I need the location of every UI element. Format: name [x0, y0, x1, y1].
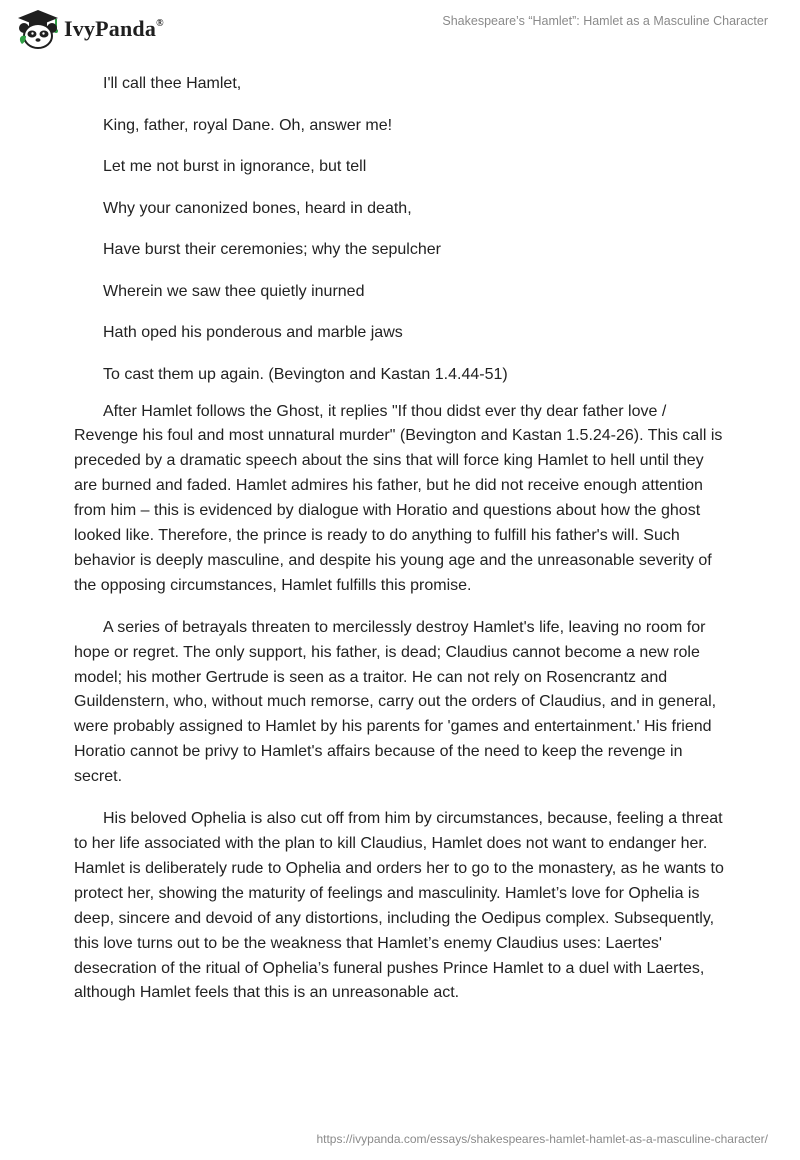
panda-graduate-icon — [16, 8, 60, 50]
body-paragraph: His beloved Ophelia is also cut off from him by circumstances, because, feeling a threat to her life associated with the plan to kill Claudius, Hamlet does not want to endanger her. Hamlet is deliberately rude to Ophelia and orders her to go to the monastery, as he wants to protect her, showing the maturity of feelings and masculinity. Hamlet’s love for Ophelia is deep, sincere and devoid of any distortions, including the Oedipus complex. Subsequently, this love turns out to be the weakness that Hamlet’s enemy Claudius uses: Laertes' desecration of the ritual of Ophelia’s funeral pushes Prince Hamlet to a duel with Laertes, although Hamlet feels that this is an unreasonable act. — [74, 810, 724, 1002]
document-title: Shakespeare’s “Hamlet”: Hamlet as a Masculine Character — [442, 14, 768, 28]
verse-line: I'll call thee Hamlet, — [103, 75, 242, 92]
verse-line: Have burst their ceremonies; why the sepulcher — [103, 241, 441, 258]
body-paragraph: A series of betrayals threaten to mercilessly destroy Hamlet's life, leaving no room for hope or regret. The only support, his father, is dead; Claudius cannot become a new role model; his mother Gertrude is seen as a traitor. He can not rely on Rosencrantz and Guildenstern, who, without much remorse, carry out the orders of Claudius, and in general, were probably assigned to Hamlet by his parents for 'games and entertainment.' His friend Horatio cannot be privy to Hamlet's affairs because of the need to keep the revenge in secret. — [74, 618, 717, 786]
verse-line: To cast them up again. (Bevington and Kastan 1.4.44-51) — [103, 365, 508, 383]
verse-line: Why your canonized bones, heard in death, — [103, 199, 412, 217]
ivypanda-logo[interactable] — [16, 8, 164, 50]
page-header — [0, 0, 800, 62]
essay-body — [74, 70, 726, 1006]
verse-line: King, father, royal Dane. Oh, answer me! — [103, 116, 393, 134]
verse-line: Wherein we saw thee quietly inurned — [103, 282, 365, 300]
verse-line: Let me not burst in ignorance, but tell — [103, 158, 367, 175]
source-url-link[interactable]: https://ivypanda.com/essays/shakespeares-hamlet-hamlet-as-a-masculine-character/ — [316, 1132, 768, 1146]
brand-name: IvyPanda® — [64, 16, 164, 41]
body-paragraph: After Hamlet follows the Ghost, it replies "If thou didst ever thy dear father love / Revenge his foul and most unnatural murder" (Bevington and Kastan 1.5.24-26). This call is preceded by a dramatic speech about the sins that will force king Hamlet to hell until they are burned and faded. Hamlet admires his father, but he did not receive enough attention from him – this is evidenced by dialogue with Horatio and questions about how the ghost looked like. Therefore, the prince is ready to do anything to fulfill his father's will. Such behavior is deeply masculine, and despite his young age and the unreasonable severity of the opposing circumstances, Hamlet fulfills this promise. — [74, 402, 723, 594]
registered-mark: ® — [156, 17, 164, 29]
verse-quote — [74, 74, 726, 385]
verse-line: Hath oped his ponderous and marble jaws — [103, 324, 403, 341]
